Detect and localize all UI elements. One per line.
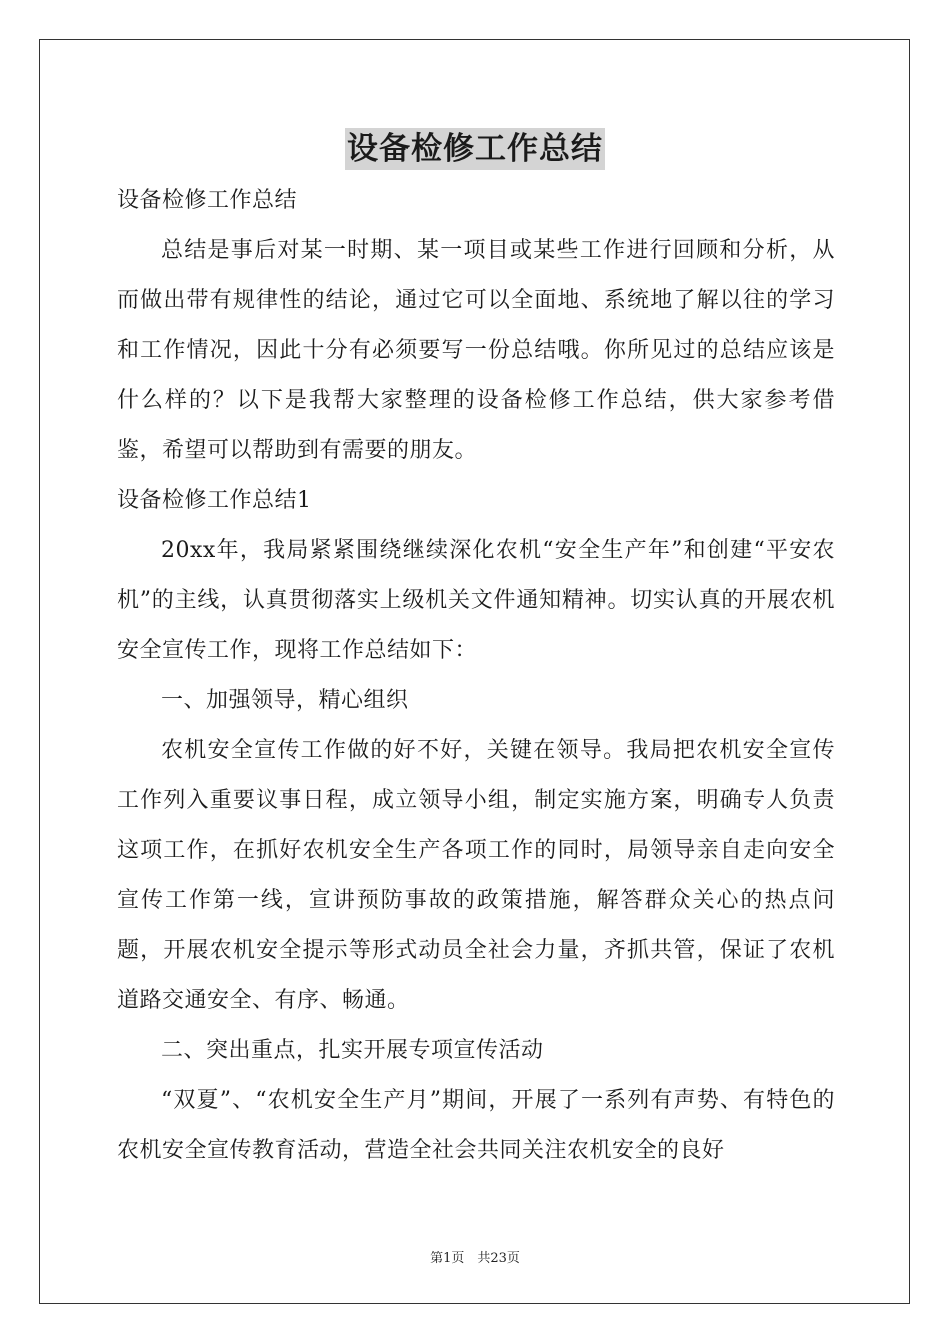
paragraph: 总结是事后对某一时期、某一项目或某些工作进行回顾和分析，从而做出带有规律性的结论，通过它可以全面地、系统地了解以往的学习和工作情况，因此十分有必须要写一份总结哦。你所见过的总结应该是什么样的？以下是我帮大家整理的设备检修工作总结，供大家参考借鉴，希望可以帮助到有需要的朋友。 xyxy=(117,238,835,463)
page-number-footer: 第1页 共23页 xyxy=(430,1251,520,1266)
paragraph: 农机安全宣传工作做的好不好，关键在领导。我局把农机安全宣传工作列入重要议事日程，成立领导小组，制定实施方案，明确专人负责这项工作，在抓好农机安全生产各项工作的同时，局领导亲自走向安全宣传工作第一线，宣讲预防事故的政策措施，解答群众关心的热点问题，开展农机安全提示等形式动员全社会力量，齐抓共管，保证了农机道路交通安全、有序、畅通。 xyxy=(117,738,835,1013)
section-subheading: 二、突出重点，扎实开展专项宣传活动 xyxy=(161,1038,544,1063)
document-body xyxy=(117,176,835,1176)
paragraph: “双夏”、“农机安全生产月”期间，开展了一系列有声势、有特色的农机安全宣传教育活动，营造全社会共同关注农机安全的良好 xyxy=(117,1088,835,1163)
section-subheading: 一、加强领导，精心组织 xyxy=(161,688,409,713)
title-container xyxy=(0,128,950,170)
section-heading: 设备检修工作总结1 xyxy=(117,488,312,513)
paragraph: 设备检修工作总结 xyxy=(117,188,298,213)
document-title: 设备检修工作总结 xyxy=(345,128,605,170)
paragraph: 20xx年，我局紧紧围绕继续深化农机“安全生产年”和创建“平安农机”的主线，认真贯彻落实上级机关文件通知精神。切实认真的开展农机安全宣传工作，现将工作总结如下： xyxy=(117,538,835,663)
